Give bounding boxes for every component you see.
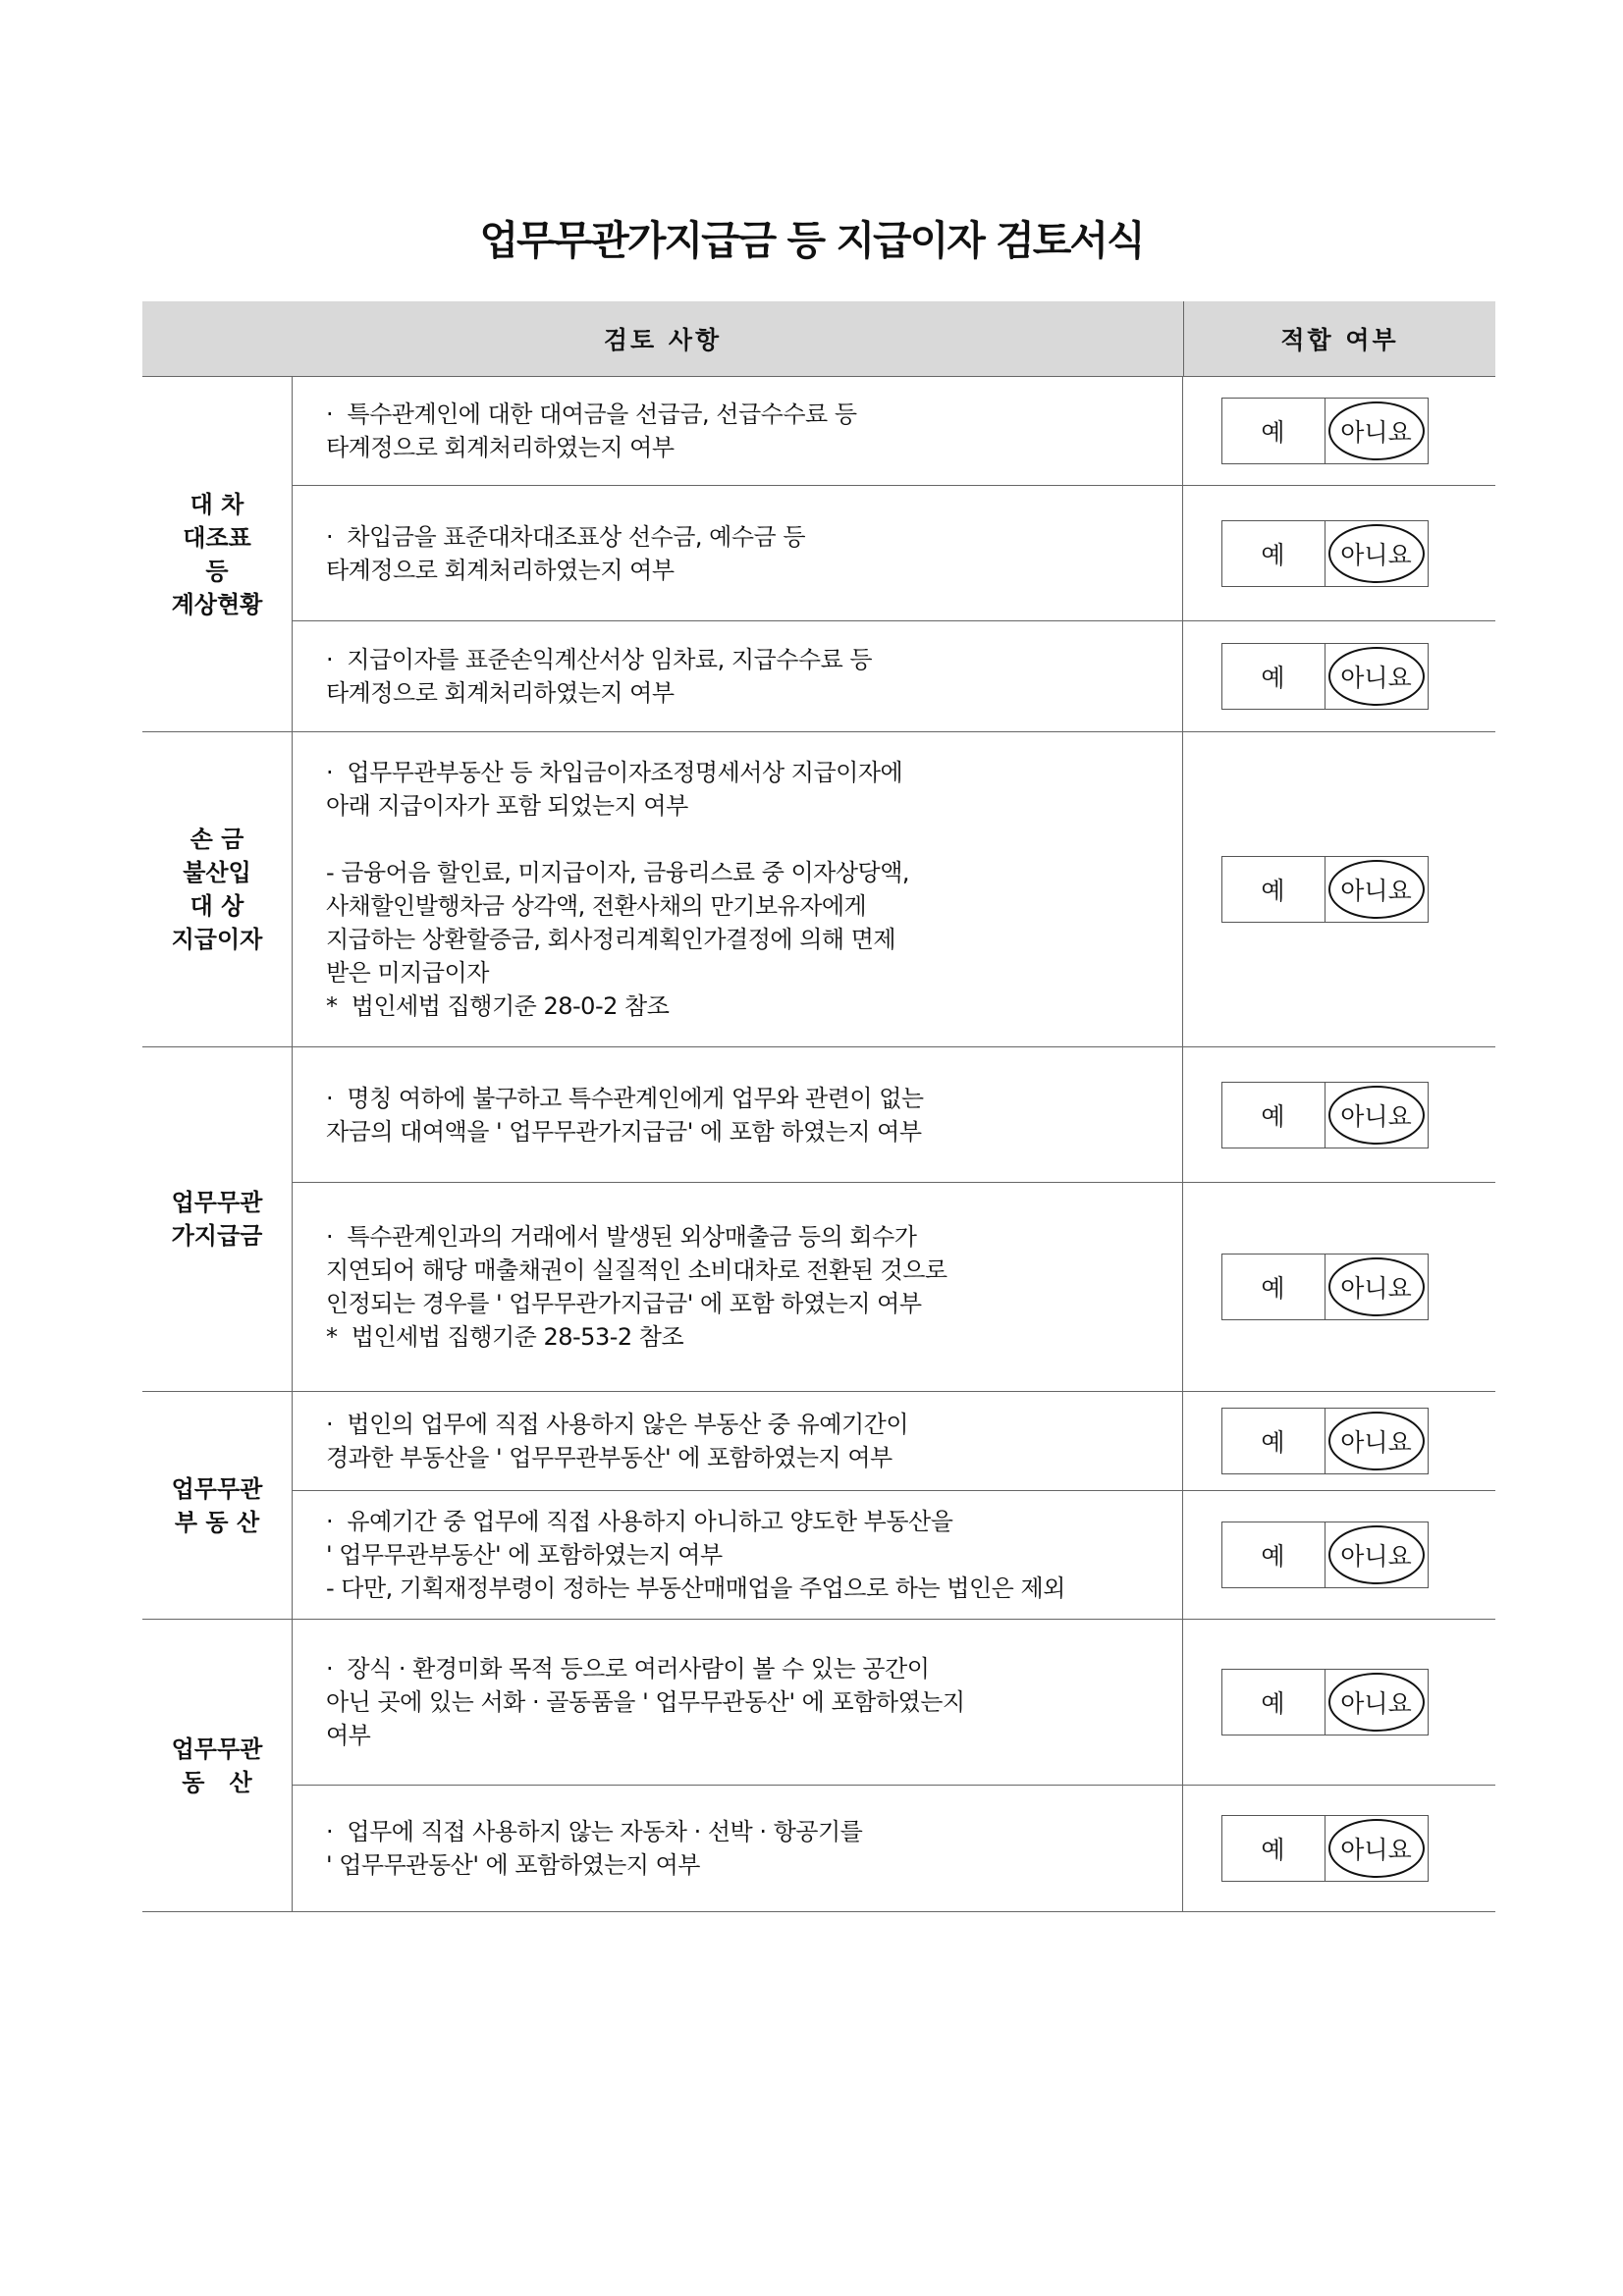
yes-label: 예 [1261,1542,1285,1571]
table-row [293,1785,1495,1911]
review-item-text [293,486,1183,620]
yes-option[interactable] [1222,644,1325,709]
table-section [142,731,1495,1046]
review-item-text [293,1392,1183,1490]
suitability-cell [1183,1620,1495,1785]
header-review-items: 검토 사항 [142,301,1184,376]
yes-no-selector [1221,856,1429,923]
header-suitability: 적합 여부 [1280,326,1399,354]
review-item-line: · 특수관계인에 대한 대여금을 선급금, 선급수수료 등 [326,400,857,428]
yes-label: 예 [1261,1428,1285,1457]
table-section [142,1619,1495,1912]
no-label: 아니요 [1328,1525,1425,1584]
yes-no-selector [1221,1815,1429,1882]
table-row [293,1392,1495,1490]
suitability-cell [1183,486,1495,620]
table-row [293,620,1495,731]
suitability-cell [1183,1392,1495,1490]
review-item-text [293,621,1183,731]
no-label: 아니요 [1328,1086,1425,1145]
suitability-cell [1183,732,1495,1046]
yes-no-selector [1221,1082,1429,1148]
category-label: 업무무관 가지급금 [142,1047,293,1391]
review-item-text [293,1491,1183,1619]
yes-no-selector [1221,643,1429,710]
review-item-line: - 다만, 기획재정부령이 정하는 부동산매매업을 주업으로 하는 법인은 제외 [326,1575,1065,1602]
review-item-line: · 유예기간 중 업무에 직접 사용하지 아니하고 양도한 부동산을 [326,1508,953,1535]
review-item-line [326,823,1182,856]
table-row [293,1182,1495,1391]
yes-label: 예 [1261,1836,1285,1864]
table-body [142,376,1495,1912]
suitability-cell [1183,1047,1495,1182]
review-item-line: · 업무에 직접 사용하지 않는 자동차 · 선박 · 항공기를 [326,1818,863,1845]
yes-label: 예 [1261,1101,1285,1131]
yes-label: 예 [1261,1689,1285,1718]
yes-label: 예 [1261,1274,1285,1303]
review-item-line: 아닌 곳에 있는 서화 · 골동품을 ' 업무무관동산' 에 포함하였는지 [326,1688,965,1716]
review-item-line: 지연되어 해당 매출채권이 실질적인 소비대차로 전환된 것으로 [326,1256,947,1284]
table-section [142,1046,1495,1391]
no-option-circled[interactable] [1325,1816,1428,1881]
review-item-line: · 명칭 여하에 불구하고 특수관계인에게 업무와 관련이 없는 [326,1084,924,1112]
table-section [142,376,1495,731]
review-item-text [293,1047,1183,1182]
yes-option[interactable] [1222,399,1325,463]
review-item-line: * 법인세법 집행기준 28-0-2 참조 [326,992,670,1020]
review-item-text [293,732,1183,1046]
yes-no-selector [1221,398,1429,464]
yes-option[interactable] [1222,1255,1325,1319]
yes-option[interactable] [1222,1670,1325,1735]
review-item-line: · 장식 · 환경미화 목적 등으로 여러사람이 볼 수 있는 공간이 [326,1655,930,1682]
page-title: 업무무관가지급금 등 지급이자 검토서식 [479,217,1144,264]
no-label: 아니요 [1328,1819,1425,1878]
no-label: 아니요 [1328,1257,1425,1316]
suitability-cell [1183,621,1495,731]
yes-option[interactable] [1222,857,1325,922]
review-item-text [293,377,1183,485]
review-item-line: - 금융어음 할인료, 미지급이자, 금융리스료 중 이자상당액, [326,859,910,886]
yes-no-selector [1221,1254,1429,1320]
table-row [293,377,1495,485]
no-option-circled[interactable] [1325,857,1428,922]
yes-option[interactable] [1222,1083,1325,1148]
review-item-line: ' 업무무관동산' 에 포함하였는지 여부 [326,1851,700,1879]
suitability-cell [1183,1786,1495,1911]
yes-option[interactable] [1222,521,1325,586]
no-option-circled[interactable] [1325,399,1428,463]
review-item-line: 자금의 대여액을 ' 업무무관가지급금' 에 포함 하였는지 여부 [326,1117,922,1146]
review-item-text [293,1786,1183,1911]
review-item-line: 사채할인발행차금 상각액, 전환사채의 만기보유자에게 [326,892,867,920]
no-label: 아니요 [1328,524,1425,583]
table-row [293,485,1495,620]
review-item-line: · 차입금을 표준대차대조표상 선수금, 예수금 등 [326,522,806,551]
review-item-line: ' 업무무관부동산' 에 포함하였는지 여부 [326,1541,723,1569]
no-option-circled[interactable] [1325,1670,1428,1735]
no-option-circled[interactable] [1325,1083,1428,1148]
review-item-line: · 지급이자를 표준손익계산서상 임차료, 지급수수료 등 [326,646,873,673]
category-label: 대 차 대조표 등 계상현황 [142,377,293,731]
table-row [293,1047,1495,1182]
yes-option[interactable] [1222,1409,1325,1473]
review-item-text [293,1620,1183,1785]
review-item-line: 타계정으로 회계처리하였는지 여부 [326,434,675,461]
no-option-circled[interactable] [1325,644,1428,709]
yes-option[interactable] [1222,1522,1325,1587]
no-option-circled[interactable] [1325,521,1428,586]
review-item-line: · 특수관계인과의 거래에서 발생된 외상매출금 등의 회수가 [326,1223,917,1251]
no-option-circled[interactable] [1325,1255,1428,1319]
review-item-line: 경과한 부동산을 ' 업무무관부동산' 에 포함하였는지 여부 [326,1444,893,1471]
no-label: 아니요 [1328,401,1425,460]
review-item-line: 인정되는 경우를 ' 업무무관가지급금' 에 포함 하였는지 여부 [326,1290,922,1317]
table-row [293,1490,1495,1619]
review-item-line: 받은 미지급이자 [326,959,489,987]
yes-no-selector [1221,1669,1429,1735]
yes-label: 예 [1261,418,1285,447]
yes-option[interactable] [1222,1816,1325,1881]
yes-no-selector [1221,1408,1429,1474]
review-item-line: 아래 지급이자가 포함 되었는지 여부 [326,792,688,820]
review-table [142,301,1495,1912]
category-label: 업무무관 동 산 [142,1620,293,1911]
yes-no-selector [1221,520,1429,587]
suitability-cell [1183,377,1495,485]
no-option-circled[interactable] [1325,1522,1428,1587]
table-section [142,1391,1495,1619]
review-item-line: · 업무무관부동산 등 차입금이자조정명세서상 지급이자에 [326,759,903,786]
no-label: 아니요 [1328,860,1425,919]
table-header [142,301,1495,376]
no-option-circled[interactable] [1325,1409,1428,1473]
table-row [293,732,1495,1046]
suitability-cell [1183,1491,1495,1619]
category-label: 손 금 불산입 대 상 지급이자 [142,732,293,1046]
table-row [293,1620,1495,1785]
category-label: 업무무관 부 동 산 [142,1392,293,1619]
review-item-line: 지급하는 상환할증금, 회사정리계획인가결정에 의해 면제 [326,926,896,953]
review-item-text [293,1183,1183,1391]
review-item-line: 타계정으로 회계처리하였는지 여부 [326,679,675,707]
no-label: 아니요 [1328,1673,1425,1732]
review-item-line: · 법인의 업무에 직접 사용하지 않은 부동산 중 유예기간이 [326,1411,909,1438]
yes-label: 예 [1261,664,1285,692]
no-label: 아니요 [1328,647,1425,706]
no-label: 아니요 [1328,1412,1425,1470]
review-item-line: * 법인세법 집행기준 28-53-2 참조 [326,1323,684,1351]
yes-no-selector [1221,1522,1429,1588]
suitability-cell [1183,1183,1495,1391]
yes-label: 예 [1261,540,1285,569]
yes-label: 예 [1261,877,1285,905]
review-item-line: 여부 [326,1722,371,1749]
review-item-line: 타계정으로 회계처리하였는지 여부 [326,556,675,584]
